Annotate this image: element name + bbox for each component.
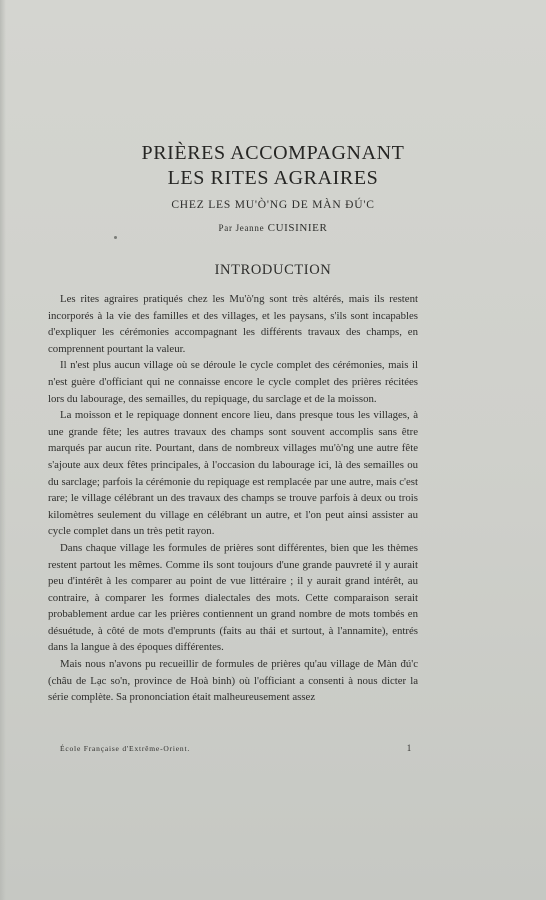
paragraph: Les rites agraires pratiqués chez les Mu'ò'ng sont très altérés, mais ils restent incorporés à la vie des familles et des villages, et les paysans, s'ils sont incapables d'expliquer les cérémonies accompagnant les différents travaux des champs, en comprennent pourtant la valeur.: [48, 293, 418, 355]
author-line: [0, 222, 546, 234]
article-subtitle: CHEZ LES MU'Ò'NG DE MÀN ĐÚ'C: [171, 199, 375, 211]
author-prefix: Par Jeanne: [218, 223, 265, 233]
paragraph: La moisson et le repiquage donnent encore lieu, dans presque tous les villages, à une grande fête; les autres travaux des champs sont souvent accomplis sans être marqués par aucun rite. Pourtant, dans de nombreux villages mu'ò'ng une autre fête s'ajoute aux deux fêtes principales, à l'occasion du labourage ici, là des semailles ou du sarclage; parfois la cérémonie du repiquage est remplacée par une autre, mais c'est rare; le village célébrant un des travaux des champs se trouve parfois à deux ou trois kilomètres seulement du village en célébrant un autre, et l'on peut ainsi assister au cycle complet dans un très petit rayon.: [48, 409, 418, 538]
page-footer: [60, 744, 412, 753]
section-heading: INTRODUCTION: [214, 262, 332, 278]
body-text: [48, 291, 418, 706]
title-line-2: LES RITES AGRAIRES: [167, 167, 379, 189]
author-name: CUISINIER: [267, 222, 328, 234]
paragraph: Il n'est plus aucun village où se déroule le cycle complet des cérémonies, mais il n'est guère d'officiant qui ne connaisse encore le cycle complet des prières récitées lors du labourage, des semailles, du repiquage, du sarclage et de la moisson.: [48, 359, 418, 405]
page-number: 1: [406, 743, 412, 753]
article-title: [0, 141, 546, 191]
title-line-1: PRIÈRES ACCOMPAGNANT: [141, 142, 405, 164]
page-edge-shadow: [0, 0, 6, 900]
footer-text: École Française d'Extrême-Orient.: [60, 744, 190, 753]
paragraph: Dans chaque village les formules de prières sont différentes, bien que les thèmes restent partout les mêmes. Comme ils sont toujours d'une grande pauvreté il y aurait peu d'intérêt à les comparer au point de vue littéraire ; il y aurait grand intérêt, au contraire, à comparer les formes dialectales des mots. Cette comparaison serait probablement ardue car les prières contiennent un grand nombre de mots tombés en désuétude, à côté de mots d'emprunts (faits au thái et surtout, à l'annamite), entrés dans la langue à des époques différentes.: [48, 541, 418, 654]
paper-speck: [114, 236, 117, 239]
paragraph: Mais nous n'avons pu recueillir de formules de prières qu'au village de Màn đú'c (châu de Lạc so'n, province de Hoà binh) où l'officiant a consenti à nous dicter la série complète. Sa prononciation était malheureusement assez: [48, 658, 418, 704]
